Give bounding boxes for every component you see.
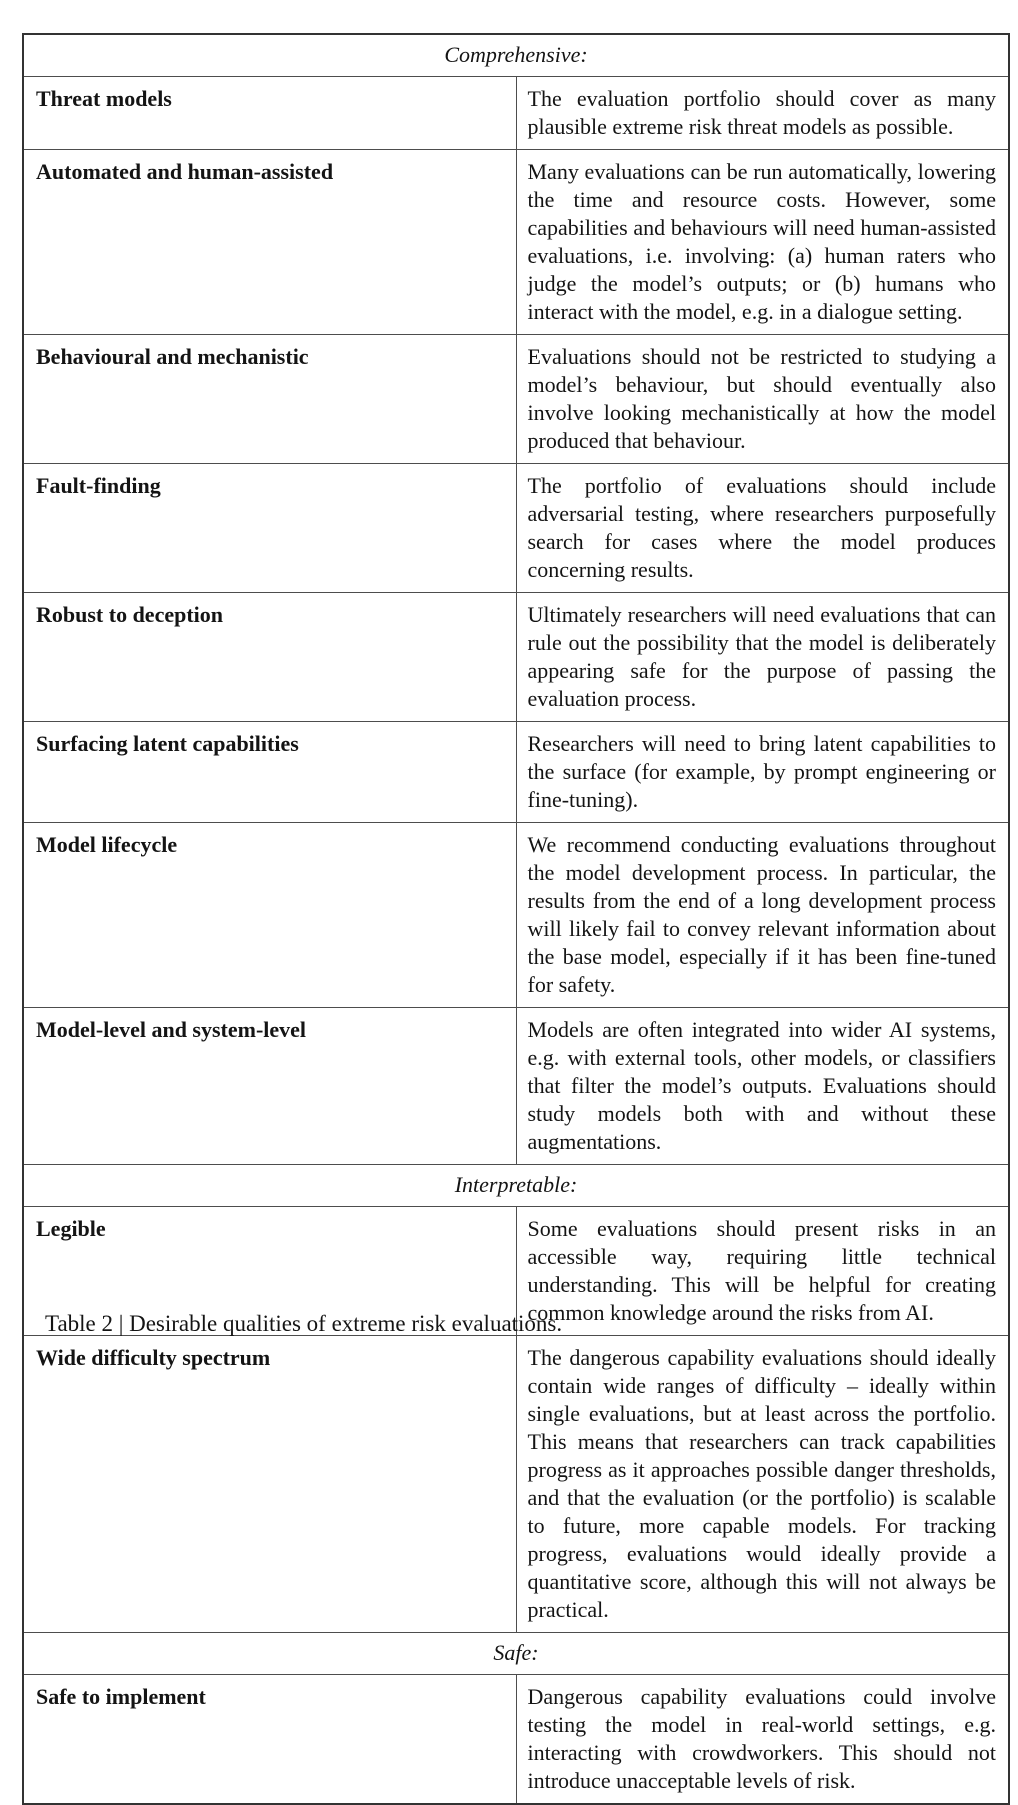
table-row xyxy=(23,823,1009,1008)
table-row xyxy=(23,464,1009,593)
row-description: Dangerous capability evaluations could involve testing the model in real-world settings, e.g. interacting with crowdworkers. This should not introduce unacceptable levels of risk. xyxy=(516,1675,1009,1805)
row-description: The portfolio of evaluations should include adversarial testing, where researchers purposefully search for cases where the model produces concerning results. xyxy=(516,464,1009,593)
row-label: Fault-finding xyxy=(23,464,516,593)
section-header-row xyxy=(23,34,1009,77)
row-description: Models are often integrated into wider AI systems, e.g. with external tools, other models, or classifiers that filter the model’s outputs. Evaluations should study models both with and without these augmentations. xyxy=(516,1008,1009,1165)
section-header-row xyxy=(23,1633,1009,1675)
row-description: We recommend conducting evaluations throughout the model development process. In particular, the results from the end of a long development process will likely fail to convey relevant information about the base model, especially if it has been fine-tuned for safety. xyxy=(516,823,1009,1008)
row-description: Some evaluations should present risks in an accessible way, requiring little technical understanding. This will be helpful for creating common knowledge around the risks from AI. xyxy=(516,1207,1009,1336)
desirable-qualities-table xyxy=(22,33,1010,1805)
table-row xyxy=(23,77,1009,150)
table-body xyxy=(23,34,1009,1804)
row-label: Threat models xyxy=(23,77,516,150)
table-row xyxy=(23,1008,1009,1165)
row-description: The evaluation portfolio should cover as many plausible extreme risk threat models as possible. xyxy=(516,77,1009,150)
row-description: Ultimately researchers will need evaluations that can rule out the possibility that the model is deliberately appearing safe for the purpose of passing the evaluation process. xyxy=(516,593,1009,722)
row-label: Wide difficulty spectrum xyxy=(23,1336,516,1633)
paper-table-figure xyxy=(22,33,1010,1805)
table-row xyxy=(23,1336,1009,1633)
row-label: Model-level and system-level xyxy=(23,1008,516,1165)
row-description: The dangerous capability evaluations should ideally contain wide ranges of difficulty – ideally within single evaluations, but at least across the portfolio. This means that researchers can track capabilities progress as it approaches possible danger thresholds, and that the evaluation (or the portfolio) is scalable to future, more capable models. For tracking progress, evaluations would ideally provide a quantitative score, although this will not always be practical. xyxy=(516,1336,1009,1633)
row-label: Behavioural and mechanistic xyxy=(23,335,516,464)
section-header: Comprehensive: xyxy=(23,34,1009,77)
row-label: Model lifecycle xyxy=(23,823,516,1008)
row-label: Legible xyxy=(23,1207,516,1336)
table-row xyxy=(23,335,1009,464)
table-row xyxy=(23,593,1009,722)
row-description: Many evaluations can be run automatically, lowering the time and resource costs. However, some capabilities and behaviours will need human-assisted evaluations, i.e. involving: (a) human raters who judge the model’s outputs; or (b) humans who interact with the model, e.g. in a dialogue setting. xyxy=(516,150,1009,335)
row-label: Safe to implement xyxy=(23,1675,516,1805)
section-header: Interpretable: xyxy=(23,1165,1009,1207)
table-row xyxy=(23,722,1009,823)
row-description: Researchers will need to bring latent capabilities to the surface (for example, by prompt engineering or fine-tuning). xyxy=(516,722,1009,823)
table-caption: Table 2 | Desirable qualities of extreme risk evaluations. xyxy=(45,1311,563,1336)
table-row xyxy=(23,150,1009,335)
section-header-row xyxy=(23,1165,1009,1207)
row-description: Evaluations should not be restricted to studying a model’s behaviour, but should eventually also involve looking mechanistically at how the model produced that behaviour. xyxy=(516,335,1009,464)
section-header: Safe: xyxy=(23,1633,1009,1675)
row-label: Robust to deception xyxy=(23,593,516,722)
table-row xyxy=(23,1675,1009,1805)
row-label: Automated and human-assisted xyxy=(23,150,516,335)
row-label: Surfacing latent capabilities xyxy=(23,722,516,823)
